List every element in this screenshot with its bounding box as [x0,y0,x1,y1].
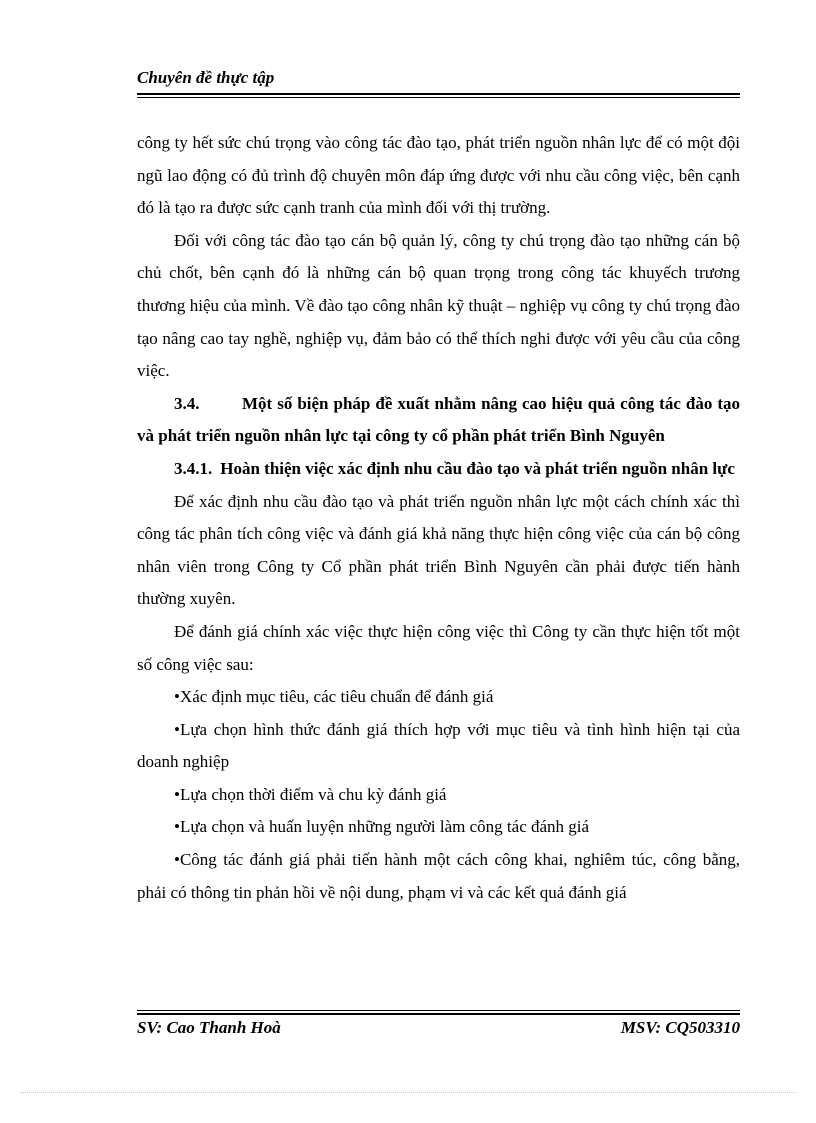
section-heading-3-4-1 [137,453,740,486]
paragraph-continuation: công ty hết sức chú trọng vào công tác đào tạo, phát triển nguồn nhân lực để có một đội ngũ lao động có đủ trình độ chuyên môn đáp ứng được với nhu cầu công việc, bên cạnh đó là tạo ra được sức cạnh tranh của mình đối với thị trường. [137,133,740,218]
section-number-3-4: 3.4. [174,393,200,413]
paragraph-needs-analysis: Để xác định nhu cầu đào tạo và phát triển nguồn nhân lực một cách chính xác thì công tác phân tích công việc và đánh giá khả năng thực hiện công việc của cán bộ công nhân viên trong Công ty Cổ phần phát triển Bình Nguyên cần phải được tiến hành thường xuyên. [137,491,740,609]
list-item-text: Xác định mục tiêu, các tiêu chuẩn để đánh giá [179,687,494,707]
list-item [137,779,740,812]
list-item-text: Lựa chọn thời điểm và chu kỳ đánh giá [179,784,447,804]
list-item-text: Công tác đánh giá phải tiến hành một cách công khai, nghiêm túc, công bằng, phải có thông tin phản hồi về nội dung, phạm vi và các kết quả đánh giá [137,850,740,902]
footer-rule-thin [137,1010,740,1011]
footer-student-name: SV: Cao Thanh Hoà [137,1018,281,1037]
footer-student-id: MSV: CQ503310 [620,1018,740,1037]
section-number-3-4-1: 3.4.1. [174,458,213,478]
bullet-icon: • [174,719,180,739]
section-heading-3-4 [137,388,740,453]
list-item-text: Lựa chọn hình thức đánh giá thích hợp với mục tiêu và tình hình hiện tại của doanh nghiệp [137,719,740,772]
bullet-icon: • [174,784,180,804]
header-title: Chuyên đề thực tập [137,68,275,87]
header-rule-thin [137,97,740,98]
section-title-3-4-1: Hoàn thiện việc xác định nhu cầu đào tạo và phát triển nguồn nhân lực [220,458,735,478]
list-item [137,811,740,844]
list-item-text: Lựa chọn và huấn luyện những người làm công tác đánh giá [179,817,590,837]
list-item [137,681,740,714]
paragraph-evaluation-intro: Để đánh giá chính xác việc thực hiện công việc thì Công ty cần thực hiện tốt một số công việc sau: [137,621,740,674]
header-rule-thick [137,93,740,95]
paragraph-management-training: Đối với công tác đào tạo cán bộ quản lý, công ty chú trọng đào tạo những cán bộ chủ chốt, bên cạnh đó là những cán bộ quan trọng trong công tác khuyếch trương thương hiệu của mình. Về đào tạo công nhân kỹ thuật – nghiệp vụ công ty chú trọng đào tạo nâng cao tay nghề, nghiệp vụ, đảm bảo có thể thích nghi được với yêu cầu của công việc. [137,230,740,381]
bullet-icon: • [174,687,180,707]
section-title-3-4: Một số biện pháp đề xuất nhằm nâng cao hiệu quả công tác đào tạo và phát triển nguồn nhân lực tại công ty cổ phần phát triển Bình Nguyên [137,393,740,446]
page-boundary [20,1092,796,1093]
bullet-icon: • [174,817,180,837]
list-item [137,844,740,909]
page-body [137,127,740,909]
list-item [137,714,740,779]
footer-rule-thick [137,1013,740,1015]
bullet-icon: • [174,850,180,870]
